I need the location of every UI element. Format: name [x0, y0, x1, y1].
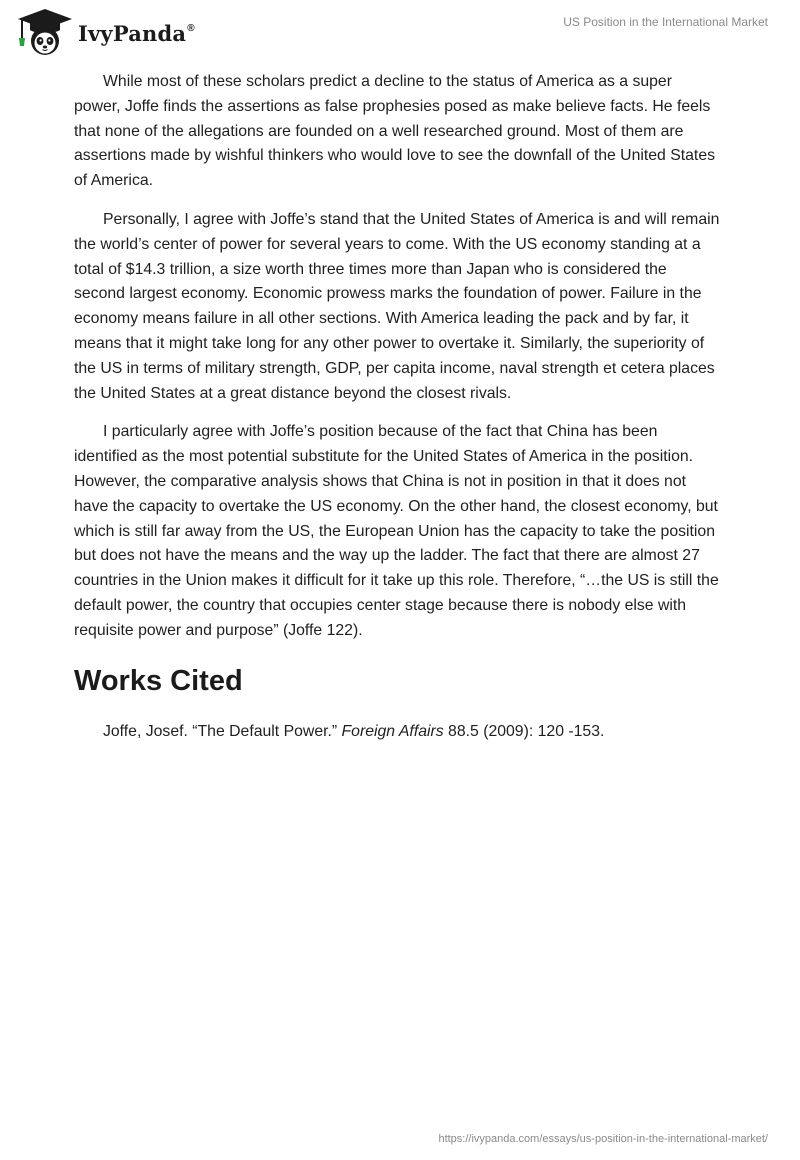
body-paragraph: I particularly agree with Joffe’s position because of the fact that China has been identified as the most potential substitute for the United States of America in the position. However, the comparative analysis shows that China is not in position in that it does not have the capacity to overtake the US economy. On the other hand, the closest economy, but which is still far away from the US, the European Union has the capacity to take the position but does not have the means and the way up the ladder. The fact that there are almost 27 countries in the Union makes it difficult for it take up this role. Therefore, “…the US is still the default power, the country that occupies center stage because there is nobody else with requisite power and purpose” (Joffe 122). — [74, 423, 719, 639]
footer-url-link[interactable]: https://ivypanda.com/essays/us-position-in-the-international-market/ — [438, 1133, 768, 1145]
essay-content — [74, 70, 722, 744]
citation-author-title: Joffe, Josef. “The Default Power.” — [103, 722, 342, 740]
ivypanda-logo[interactable] — [14, 8, 195, 56]
logo-wordmark: IvyPanda® — [78, 20, 195, 46]
page-header — [0, 0, 800, 64]
works-cited-heading: Works Cited — [74, 664, 243, 697]
body-paragraph: Personally, I agree with Joffe’s stand that the United States of America is and will remain the world’s center of power for several years to come. With the US economy standing at a total of $14.3 trillion, a size worth three times more than Japan who is considered the second largest economy. Economic prowess marks the foundation of power. Failure in the economy means failure in all other sections. With America leading the pack and by far, it means that it might take long for any other power to overtake it. Similarly, the superiority of the US in terms of military strength, GDP, per capita income, naval strength et cetera places the United States at a great distance beyond the closest rivals. — [74, 210, 720, 402]
citation-entry — [74, 720, 722, 745]
citation-details: 88.5 (2009): 120 -153. — [443, 722, 605, 740]
panda-graduation-cap-icon — [14, 8, 76, 56]
body-paragraph: While most of these scholars predict a decline to the status of America as a super power, Joffe finds the assertions as false prophesies posed as make believe facts. He feels that none of the allegations are founded on a well researched ground. Most of them are assertions made by wishful thinkers who would love to see the downfall of the United States of America. — [74, 73, 716, 190]
citation-journal: Foreign Affairs — [341, 722, 444, 740]
registered-mark: ® — [187, 22, 195, 34]
running-title: US Position in the International Market — [563, 15, 768, 29]
